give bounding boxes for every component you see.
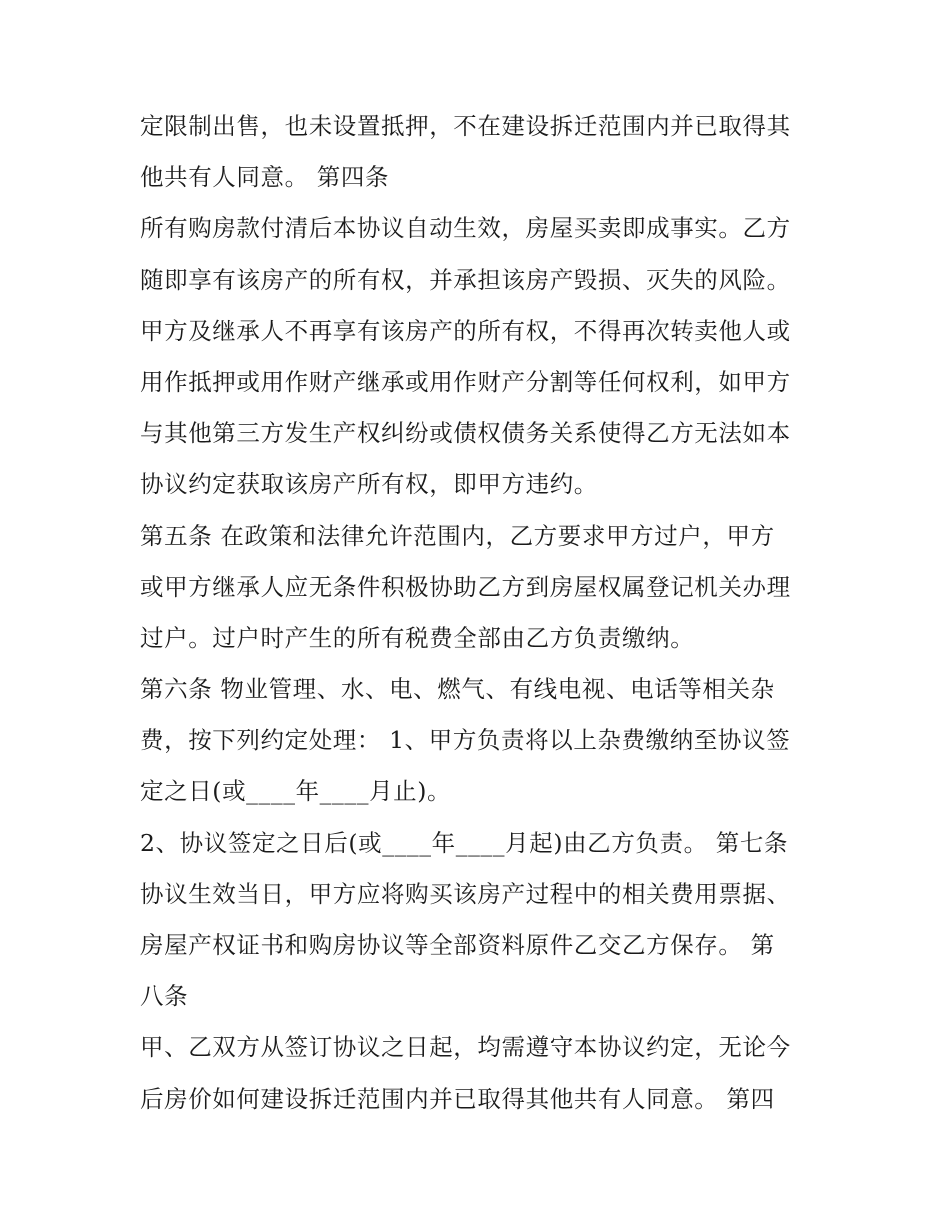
text-line: 所有购房款付清后本协议自动生效，房屋买卖即成事实。乙方 xyxy=(140,214,791,243)
text-line: 2、协议签定之日后(或____年____月起)由乙方负责。 第七条 xyxy=(140,828,789,857)
text-line: 过户。过户时产生的所有税费全部由乙方负责缴纳。 xyxy=(140,623,695,652)
text-line: 八条 xyxy=(140,982,189,1011)
document-body xyxy=(140,101,820,1125)
text-line: 甲、乙双方从签订协议之日起，均需遵守本协议约定，无论今 xyxy=(140,1033,791,1062)
text-line: 第六条 物业管理、水、电、燃气、有线电视、电话等相关杂 xyxy=(140,675,775,704)
text-line: 费，按下列约定处理： 1、甲方负责将以上杂费缴纳至协议签 xyxy=(140,726,791,755)
text-line: 后房价如何建设拆迁范围内并已取得其他共有人同意。 第四 xyxy=(140,1084,775,1113)
text-line: 定之日(或____年____月止)。 xyxy=(140,777,452,806)
text-line: 协议生效当日，甲方应将购买该房产过程中的相关费用票据、 xyxy=(140,879,791,908)
text-line: 与其他第三方发生产权纠纷或债权债务关系使得乙方无法如本 xyxy=(140,419,791,448)
text-line: 第五条 在政策和法律允许范围内，乙方要求甲方过户，甲方 xyxy=(140,521,775,550)
text-line: 他共有人同意。 第四条 xyxy=(140,163,390,192)
text-line: 随即享有该房产的所有权，并承担该房产毁损、灭失的风险。 xyxy=(140,265,791,294)
text-line: 房屋产权证书和购房协议等全部资料原件乙交乙方保存。 第 xyxy=(140,931,775,959)
text-line: 或甲方继承人应无条件积极协助乙方到房屋权属登记机关办理 xyxy=(140,572,791,601)
text-line: 定限制出售，也未设置抵押，不在建设拆迁范围内并已取得其 xyxy=(140,112,791,140)
text-line: 甲方及继承人不再享有该房产的所有权，不得再次转卖他人或 xyxy=(140,316,791,345)
text-line: 协议约定获取该房产所有权，即甲方违约。 xyxy=(140,470,598,499)
text-line: 用作抵押或用作财产继承或用作财产分割等任何权利，如甲方 xyxy=(140,367,791,396)
